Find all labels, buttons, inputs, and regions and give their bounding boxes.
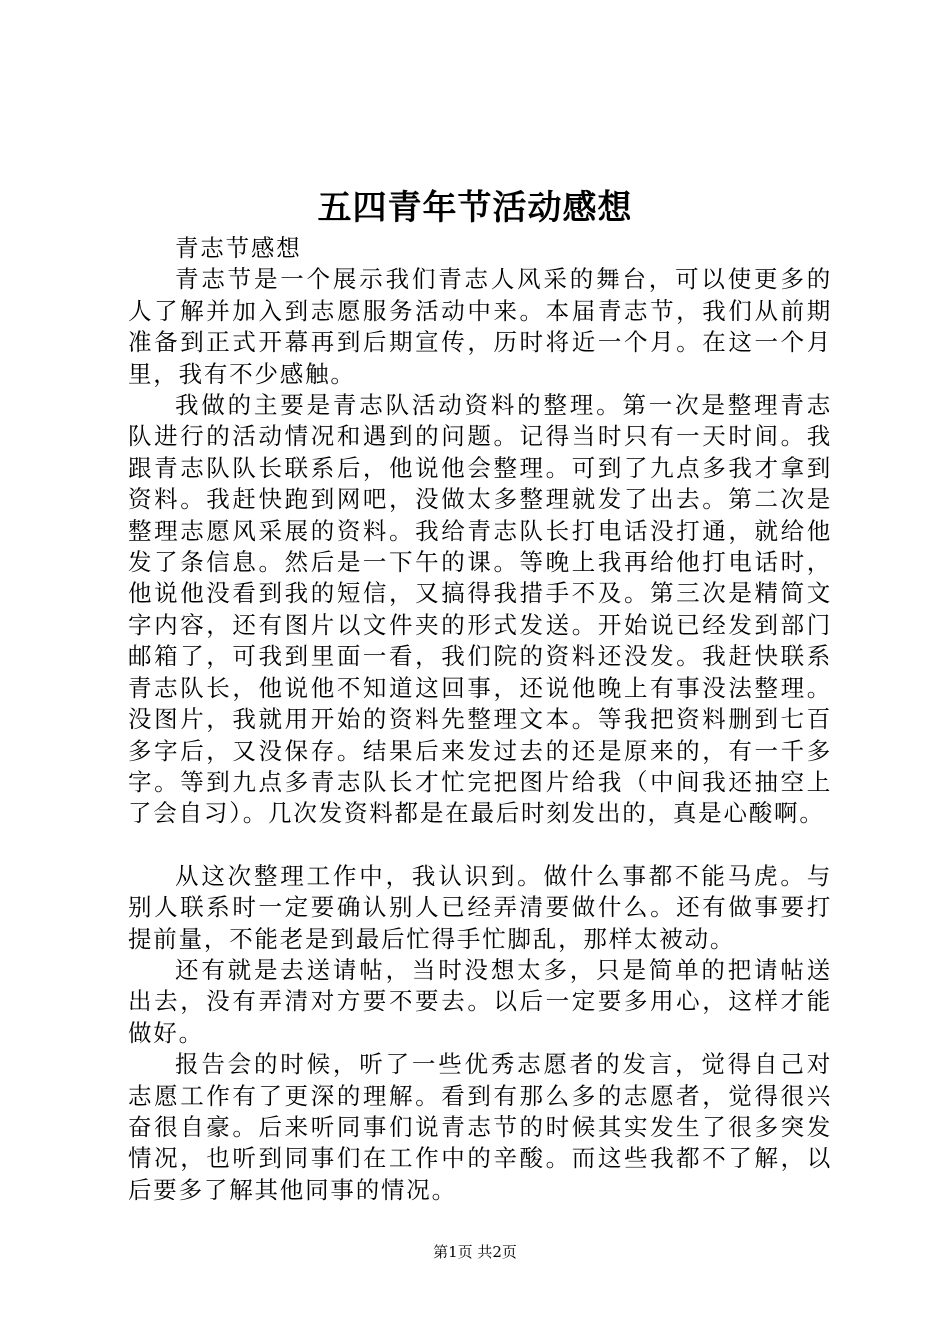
- paragraph-1: 青志节是一个展示我们青志人风采的舞台，可以使更多的人了解并加入到志愿服务活动中来。本届青志节，我们从前期准备到正式开幕再到后期宣传，历时将近一个月。在这一个月里，我有不少感触。: [128, 265, 832, 388]
- paragraph-5: 报告会的时候，听了一些优秀志愿者的发言，觉得自己对志愿工作有了更深的理解。看到有那么多的志愿者，觉得很兴奋很自豪。后来听同事们说青志节的时候其实发生了很多突发情况，也听到同事们在工作中的辛酸。而这些我都不了解，以后要多了解其他同事的情况。: [128, 1050, 832, 1204]
- document-body: [128, 233, 832, 1206]
- paragraph-4: 还有就是去送请帖，当时没想太多，只是简单的把请帖送出去，没有弄清对方要不要去。以后一定要多用心，这样才能做好。: [128, 955, 832, 1047]
- paragraph-3: 从这次整理工作中，我认识到。做什么事都不能马虎。与别人联系时一定要确认别人已经弄清要做什么。还有做事要打提前量，不能老是到最后忙得手忙脚乱，那样太被动。: [128, 861, 832, 953]
- page-footer: 第1页 共2页: [433, 1243, 517, 1261]
- document-subtitle: 青志节感想: [175, 234, 302, 262]
- document-title: 五四青年节活动感想: [317, 188, 633, 228]
- paragraph-2: 我做的主要是青志队活动资料的整理。第一次是整理青志队进行的活动情况和遇到的问题。记得当时只有一天时间。我跟青志队队长联系后，他说他会整理。可到了九点多我才拿到资料。我赶快跑到网吧，没做太多整理就发了出去。第二次是整理志愿风采展的资料。我给青志队长打电话没打通，就给他发了条信息。然后是一下午的课。等晚上我再给他打电话时，他说他没看到我的短信，又搞得我措手不及。第三次是精简文字内容，还有图片以文件夹的形式发送。开始说已经发到部门邮箱了，可我到里面一看，我们院的资料还没发。我赶快联系青志队长，他说他不知道这回事，还说他晚上有事没法整理。没图片，我就用开始的资料先整理文本。等我把资料删到七百多字后，又没保存。结果后来发过去的还是原来的，有一千多字。等到九点多青志队长才忙完把图片给我（中间我还抽空上了会自习）。几次发资料都是在最后时刻发出的，真是心酸啊。: [128, 391, 832, 828]
